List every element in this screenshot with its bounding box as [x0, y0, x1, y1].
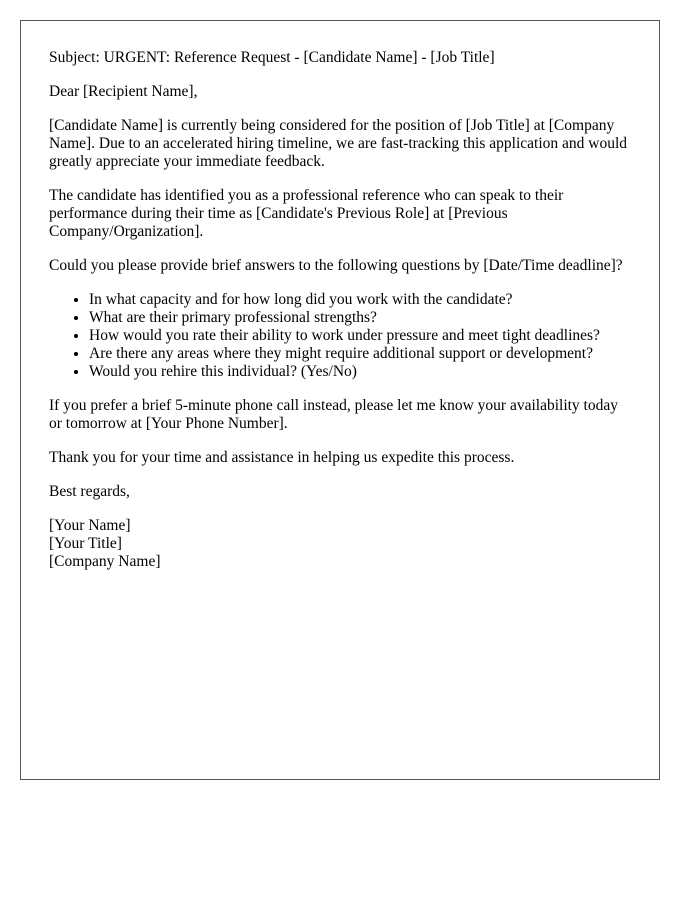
reference-paragraph: The candidate has identified you as a professional reference who can speak to their performance during their time as [Candidate's Previous Role] at [Previous Company/Organization]. [49, 187, 564, 240]
signature-company: [Company Name] [49, 553, 161, 570]
question-item: • In what capacity and for how long did you work with the candidate? [89, 291, 631, 309]
question-item: • What are their primary professional strengths? [89, 309, 631, 327]
request-paragraph: Could you please provide brief answers to the following questions by [Date/Time deadline]? [49, 257, 623, 274]
salutation: Dear [Recipient Name], [49, 83, 198, 100]
intro-paragraph: [Candidate Name] is currently being considered for the position of [Job Title] at [Company Name]. Due to an accelerated hiring timeline, we are fast-tracking this application and would greatly appreciate your immediate feedback. [49, 117, 628, 170]
signature-block [49, 517, 631, 571]
letter-container [20, 20, 660, 780]
phone-paragraph: If you prefer a brief 5-minute phone call instead, please let me know your availability today or tomorrow at [Your Phone Number]. [49, 397, 618, 432]
closing: Best regards, [49, 483, 130, 500]
questions-list [49, 291, 631, 381]
question-item: • How would you rate their ability to work under pressure and meet tight deadlines? [89, 327, 631, 345]
question-item: • Would you rehire this individual? (Yes/No) [89, 363, 631, 381]
question-item: • Are there any areas where they might require additional support or development? [89, 345, 631, 363]
subject-line: Subject: URGENT: Reference Request - [Candidate Name] - [Job Title] [49, 49, 495, 66]
thanks-paragraph: Thank you for your time and assistance in helping us expedite this process. [49, 449, 515, 466]
signature-title: [Your Title] [49, 535, 122, 552]
signature-name: [Your Name] [49, 517, 131, 534]
